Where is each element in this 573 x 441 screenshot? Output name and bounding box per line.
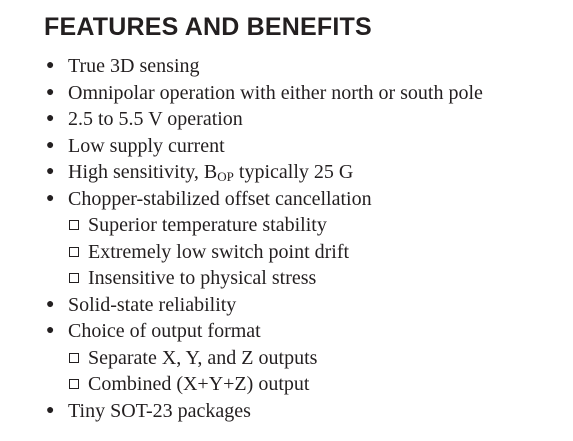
- checkbox-square-icon: [69, 247, 79, 257]
- bullet-icon: ●: [46, 111, 55, 126]
- sub-list-item-text: Separate X, Y, and Z outputs: [88, 346, 318, 369]
- sub-list-item-text: Superior temperature stability: [88, 214, 327, 236]
- bullet-icon: ●: [46, 402, 55, 418]
- checkbox-square-icon: [69, 220, 79, 230]
- checkbox-square-icon: [69, 353, 79, 363]
- list-item-text: True 3D sensing: [68, 55, 200, 77]
- bullet-icon: ●: [46, 190, 55, 206]
- list-item-text: Low supply current: [68, 134, 225, 157]
- sub-list-item-text: Insensitive to physical stress: [88, 267, 317, 289]
- list-item-text: Solid-state reliability: [68, 293, 237, 316]
- list-item-text: Chopper-stabilized offset cancellation: [68, 187, 372, 210]
- list-item-text: Tiny SOT-23 packages: [68, 399, 251, 422]
- section-heading: FEATURES AND BENEFITS: [44, 13, 372, 41]
- list-item-text: Omnipolar operation with either north or south pole: [68, 81, 483, 104]
- bullet-icon: ●: [46, 164, 55, 179]
- bullet-icon: ●: [46, 137, 55, 153]
- bullet-icon: ●: [46, 296, 55, 312]
- sub-list-item-text: Extremely low switch point drift: [88, 240, 350, 263]
- bullet-icon: ●: [46, 84, 55, 100]
- bullet-icon: ●: [46, 323, 55, 338]
- sensitivity-subscript: OP: [217, 169, 234, 184]
- sensitivity-prefix: High sensitivity, B: [68, 161, 218, 183]
- list-item-text: Choice of output format: [68, 320, 261, 342]
- checkbox-square-icon: [69, 273, 79, 283]
- sub-list-item-text: Combined (X+Y+Z) output: [88, 373, 310, 395]
- bullet-icon: ●: [46, 58, 55, 73]
- sensitivity-suffix: typically 25 G: [233, 161, 354, 183]
- checkbox-square-icon: [69, 379, 79, 389]
- list-item-text: 2.5 to 5.5 V operation: [68, 108, 243, 130]
